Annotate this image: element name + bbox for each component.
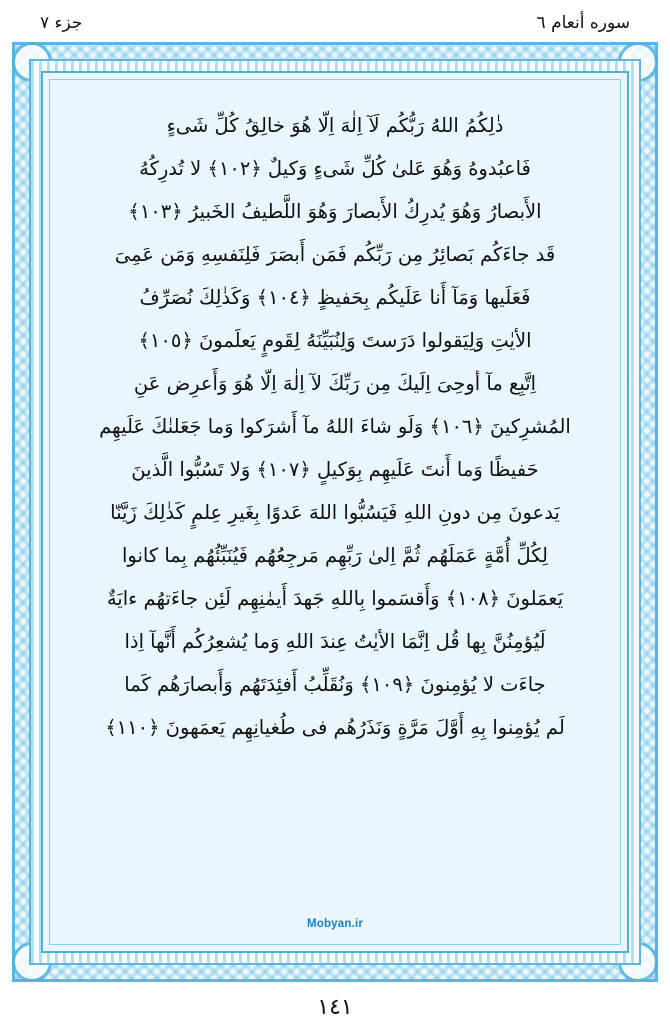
quran-line: الأَبصارُ وَهُوَ يُدرِكُ الأَبصارَ وَهُوَ اللَّطيفُ الخَبيرُ ﴿١٠٣﴾ [128,200,542,223]
frame-middle-band [29,59,641,965]
surah-label: سوره أنعام ٦ [536,13,630,33]
quran-line: جاءَت لا يُؤمِنونَ ﴿١٠٩﴾ وَنُقَلِّبُ أَفئِدَتَهُم وَأَبصارَهُم كَما [124,673,546,696]
quran-line: اِتَّبِع مآ أوحِىَ اِلَيكَ مِن رَبِّكَ لآ اِلٰهَ اِلّا هُوَ وَأَعرِض عَنِ [133,372,537,395]
quran-line: يَدعونَ مِن دونِ اللهِ فَيَسُبُّوا اللهَ عَدوًا بِغَيرِ عِلمٍ كَذٰلِكَ زَيَّنّا [110,501,560,524]
frame-inner-band [41,71,629,953]
quran-line: الأيٰتِ وَلِيَقولوا دَرَستَ وَلِنُبَيِّنَهُ لِقَومٍ يَعلَمونَ ﴿١٠٥﴾ [138,329,532,352]
quran-line: لِكُلِّ أُمَّةٍ عَمَلَهُم ثُمَّ اِلىٰ رَبِّهِم مَرجِعُهُم فَيُنَبِّئُهُم بِما كانوا [122,544,548,567]
quran-text-block [72,104,598,898]
quran-line: ذٰلِكُمُ اللهُ رَبُّكُم لَآ اِلٰهَ اِلّا هُوَ خالِقُ كُلِّ شَىءٍ [166,114,504,137]
juz-label: جزء ٧ [40,13,83,33]
quran-line: قَد جاءَكُم بَصائِرُ مِن رَبِّكُم فَمَن أَبصَرَ فَلِنَفسِهِ وَمَن عَمِىَ [114,243,556,266]
quran-line: فَعَلَيها وَمَآ أَنا عَلَيكُم بِحَفيظٍ ﴿١٠٤﴾ وَكَذٰلِكَ نُصَرِّفُ [139,286,531,309]
page-number: ١٤١ [317,995,353,1020]
quran-line: لَيُؤمِنُنَّ بِها قُل اِنَّمَا الأيٰتُ عِندَ اللهِ وَما يُشعِرُكُم أَنَّهآ اِذا [124,630,546,653]
text-panel [49,79,621,945]
quran-line: لَم يُؤمِنوا بِهِ أَوَّلَ مَرَّةٍ وَنَذَرُهُم فى طُغيانِهِم يَعمَهونَ ﴿١١٠﴾ [105,716,565,739]
site-watermark: Mobyan.ir [306,918,364,930]
quran-line: المُشرِكينَ ﴿١٠٦﴾ وَلَو شاءَ اللهُ مآ أَشرَكوا وَما جَعَلنٰكَ عَلَيهِم [99,415,571,438]
quran-line: حَفيظًا وَما أَنتَ عَلَيهِم بِوَكيلٍ ﴿١٠٧﴾ وَلا تَسُبُّوا الَّذينَ [131,458,539,481]
page-header [40,8,630,38]
quran-line: فَاعبُدوهُ وَهُوَ عَلىٰ كُلِّ شَىءٍ وَكيلٌ ﴿١٠٢﴾ لا تُدرِكُهُ [139,157,531,180]
decorative-frame [12,42,658,982]
quran-line: يَعمَلونَ ﴿١٠٨﴾ وَأَقسَموا بِاللهِ جَهدَ أَيمٰنِهِم لَئِن جاءَتهُم ءايَةٌ [106,587,564,610]
